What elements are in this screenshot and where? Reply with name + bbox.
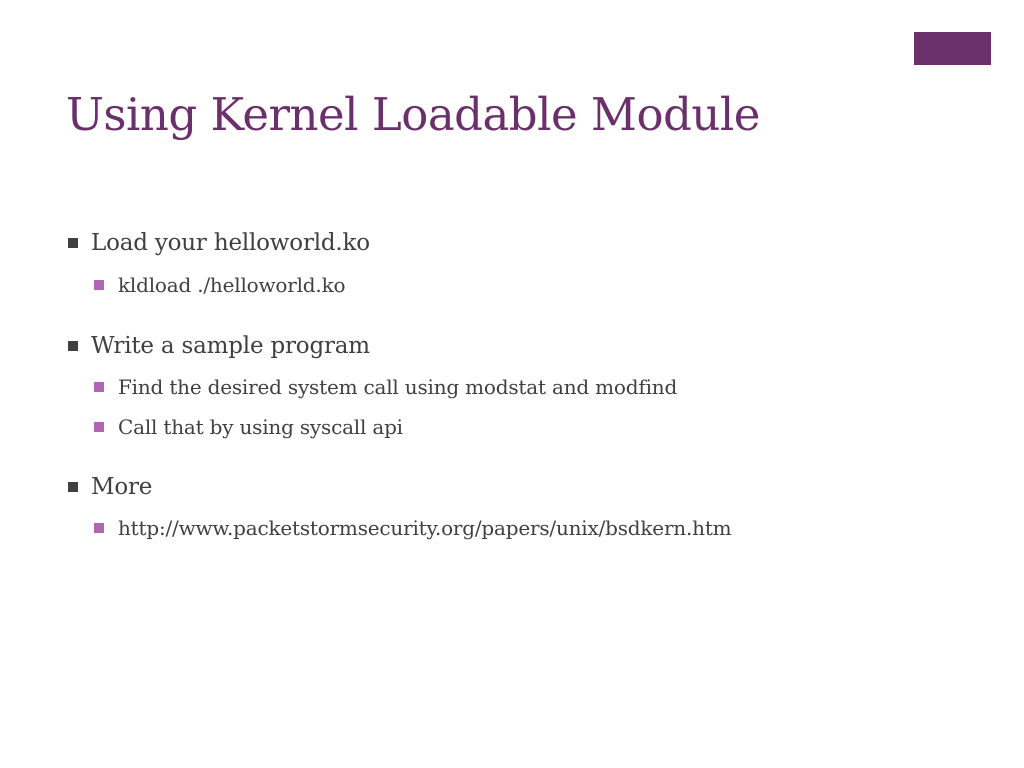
- slide-title: Using Kernel Loadable Module: [66, 88, 760, 141]
- sub-bullet-item-call-syscall: [94, 415, 403, 439]
- square-bullet-icon: [68, 482, 78, 492]
- square-bullet-icon: [94, 382, 104, 392]
- bullet-text: More: [91, 474, 153, 500]
- corner-accent-block: [914, 32, 991, 65]
- sub-bullet-text: http://www.packetstormsecurity.org/papers/unix/bsdkern.htm: [118, 516, 732, 540]
- bullet-text: Write a sample program: [91, 333, 370, 359]
- sub-bullet-text: Find the desired system call using modstat and modfind: [118, 375, 678, 399]
- sub-bullet-text: Call that by using syscall api: [118, 415, 403, 439]
- sub-bullet-item-reference-url: [94, 516, 731, 540]
- bullet-item-write-program: [68, 333, 370, 359]
- square-bullet-icon: [68, 341, 78, 351]
- bullet-item-more: [68, 474, 152, 500]
- sub-bullet-item-kldload: [94, 273, 345, 297]
- sub-bullet-text: kldload ./helloworld.ko: [118, 273, 346, 297]
- square-bullet-icon: [94, 523, 104, 533]
- bullet-item-load-module: [68, 230, 370, 256]
- square-bullet-icon: [68, 238, 78, 248]
- bullet-text: Load your helloworld.ko: [91, 230, 370, 256]
- square-bullet-icon: [94, 422, 104, 432]
- sub-bullet-item-find-syscall: [94, 375, 677, 399]
- square-bullet-icon: [94, 280, 104, 290]
